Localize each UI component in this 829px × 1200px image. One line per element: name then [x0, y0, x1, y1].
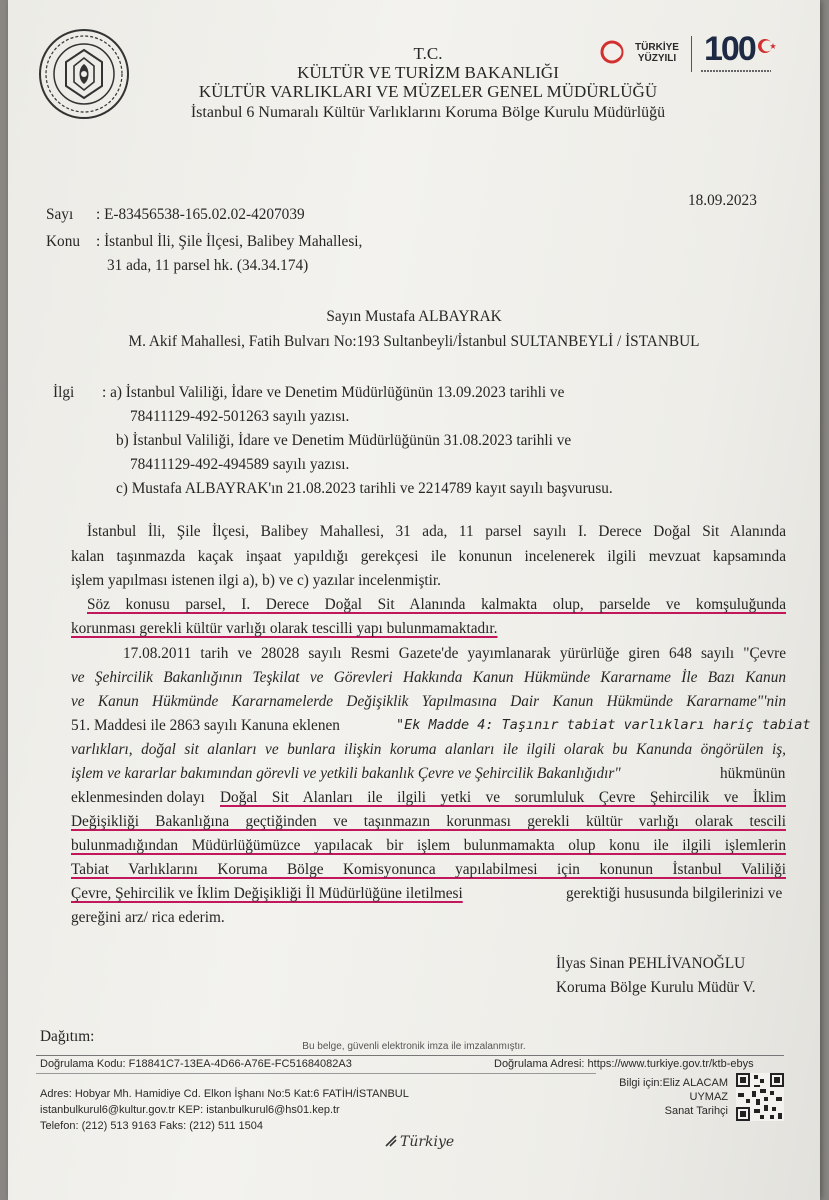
footer-email: istanbulkurul6@kultur.gov.tr KEP: istanbulkurul6@hs01.kep.tr: [40, 1104, 340, 1116]
esign-note: Bu belge, güvenli elektronik imza ile imzalanmıştır.: [302, 1041, 526, 1052]
paragraph-line: "Ek Madde 4: Taşınır tabiat varlıkları hariç tabiat: [396, 717, 811, 733]
footer-rule: [36, 1055, 784, 1056]
paragraph-line: işlem yapılması istenen ilgi a), b) ve c) yazılar incelenmiştir.: [71, 572, 441, 589]
paragraph-highlight-line: korunması gerekli kültür varlığı olarak tescilli yapı bulunmamaktadır.: [71, 620, 498, 637]
paragraph-line: işlem ve kararlar bakımından görevli ve yetkili bakanlık Çevre ve Şehircilik Bakanlığıdır": [71, 765, 621, 782]
paragraph-line: ve Kanun Hükmünde Kararnamelerde Değişiklik Yapılmasına Dair Kanun Hükmünde Kararname"'nin: [71, 693, 786, 710]
footer-phone: Telefon: (212) 513 9163 Faks: (212) 511 1504: [40, 1120, 264, 1132]
ilgi-line: b) İstanbul Valiliği, İdare ve Denetim Müdürlüğünün 31.08.2023 tarihli ve: [116, 432, 572, 449]
paragraph-highlight-line: Çevre, Şehircilik ve İklim Değişikliği İl Müdürlüğüne iletilmesi: [71, 885, 463, 902]
verify-address: Doğrulama Adresi: https://www.turkiye.gov.tr/ktb-ebys: [494, 1058, 754, 1070]
paragraph-highlight-line: bulunmadığından Müdürlüğümüzce yapılacak bir işlem bulunmamakta olup konu ile ilgili işlemlerin: [71, 837, 786, 854]
konu-line-2: 31 ada, 11 parsel hk. (34.34.174): [107, 257, 309, 274]
ilgi-line: 78411129-492-494589 sayılı yazısı.: [130, 456, 350, 473]
header-tc: T.C.: [413, 44, 443, 63]
paragraph-highlight-line: Tabiat Varlıklarını Koruma Bölge Komisyonunca yapılabilmesi için konunun İstanbul Valiliği: [71, 861, 786, 878]
paragraph-line: varlıkları, doğal sit alanları ve bunlara ilişkin koruma alanları ile ilgili olarak bu Kanunda öngörülen iş,: [71, 741, 786, 758]
signatory-name: İlyas Sinan PEHLİVANOĞLU: [556, 955, 746, 972]
document-date: 18.09.2023: [688, 192, 757, 209]
paragraph-highlight-line: Değişikliği Bakanlığına geçtiğinden ve taşınmazın korunması gerekli kültür varlığı olarak tescili: [71, 813, 786, 830]
header-ministry: KÜLTÜR VE TURİZM BAKANLIĞI: [297, 63, 559, 82]
ilgi-line: 78411129-492-501263 sayılı yazısı.: [130, 408, 350, 425]
paragraph-line: gereğini arz/ rica ederim.: [71, 909, 225, 926]
paragraph-highlight-line: Doğal Sit Alanları ile ilgili yetki ve sorumluluk Çevre Şehircilik ve İklim: [220, 789, 786, 806]
konu-line-1: : İstanbul İli, Şile İlçesi, Balibey Mahallesi,: [96, 233, 363, 250]
sayi-value: : E-83456538-165.02.02-4207039: [96, 206, 305, 223]
ilgi-label: İlgi: [53, 384, 75, 401]
logo-divider: [691, 36, 692, 72]
dagitim-label: Dağıtım:: [40, 1028, 95, 1045]
ilgi-line: c) Mustafa ALBAYRAK'ın 21.08.2023 tarihli ve 2214789 kayıt sayılı başvurusu.: [116, 480, 613, 497]
ministry-emblem-icon: [36, 26, 132, 122]
sayi-label: Sayı: [46, 206, 74, 223]
paragraph-line: hükmünün: [720, 765, 786, 782]
logo-100: 100: [704, 30, 755, 68]
signatory-title: Koruma Bölge Kurulu Müdür V.: [556, 979, 756, 996]
header-directorate: KÜLTÜR VARLIKLARI VE MÜZELER GENEL MÜDÜRLÜĞÜ: [198, 82, 658, 101]
info-contact: Sanat Tarihçi: [664, 1105, 728, 1117]
paragraph-line: 17.08.2011 tarih ve 28028 sayılı Resmi Gazete'de yayımlanarak yürürlüğe giren 648 sayılı "Çevre: [123, 645, 786, 662]
konu-label: Konu: [46, 233, 80, 250]
paragraph-highlight-line: Söz konusu parsel, I. Derece Doğal Sit Alanında kalmakta olup, parselde ve komşuluğunda: [87, 596, 786, 613]
verify-code: Doğrulama Kodu: F18841C7-13EA-4D66-A76E-FC51684082A3: [40, 1058, 352, 1070]
recipient-name: Sayın Mustafa ALBAYRAK: [326, 308, 502, 325]
footer-address: Adres: Hobyar Mh. Hamidiye Cd. Elkon İşhanı No:5 Kat:6 FATİH/İSTANBUL: [40, 1088, 409, 1100]
header-office: İstanbul 6 Numaralı Kültür Varlıklarını Koruma Bölge Kurulu Müdürlüğü: [190, 104, 666, 121]
paragraph-line: ve Şehircilik Bakanlığının Teşkilat ve Görevleri Hakkında Kanun Hükmünde Kararname İle Bazı Kanun: [71, 669, 786, 686]
turkiye-yuzyili-icon: [600, 40, 624, 64]
turkiye-brand-icon: [384, 1134, 398, 1148]
paragraph-line: kalan taşınmazda kaçak inşaat yapıldığı gerekçesi ile konunun incelenerek ilgili mevzuat kapsamında: [71, 548, 786, 565]
logo-caption: [701, 70, 771, 72]
paragraph-line: 51. Maddesi ile 2863 sayılı Kanuna eklenen: [71, 717, 340, 734]
document-page: [8, 0, 820, 1200]
paragraph-line: İstanbul İli, Şile İlçesi, Balibey Mahallesi, 31 ada, 11 parsel sayılı I. Derece Doğal Sit Alanında: [87, 523, 786, 540]
qr-code-icon: [736, 1073, 784, 1121]
paragraph-line: gerektiği hususunda bilgilerinizi ve: [566, 885, 783, 902]
info-contact: UYMAZ: [689, 1091, 728, 1103]
turkiye-brand: Türkiye: [400, 1134, 455, 1150]
info-contact: Bilgi için:Eliz ALACAM: [619, 1077, 728, 1089]
footer-rule: [36, 1073, 596, 1074]
paragraph-line: eklenmesinden dolayı: [71, 789, 205, 806]
crescent-star-icon: [756, 36, 778, 56]
logo-text: TÜRKİYE YÜZYILI: [635, 42, 679, 64]
recipient-address: M. Akif Mahallesi, Fatih Bulvarı No:193 Sultanbeyli/İstanbul SULTANBEYLİ / İSTANBUL: [128, 333, 700, 350]
ilgi-line: : a) İstanbul Valiliği, İdare ve Denetim Müdürlüğünün 13.09.2023 tarihli ve: [102, 384, 565, 401]
